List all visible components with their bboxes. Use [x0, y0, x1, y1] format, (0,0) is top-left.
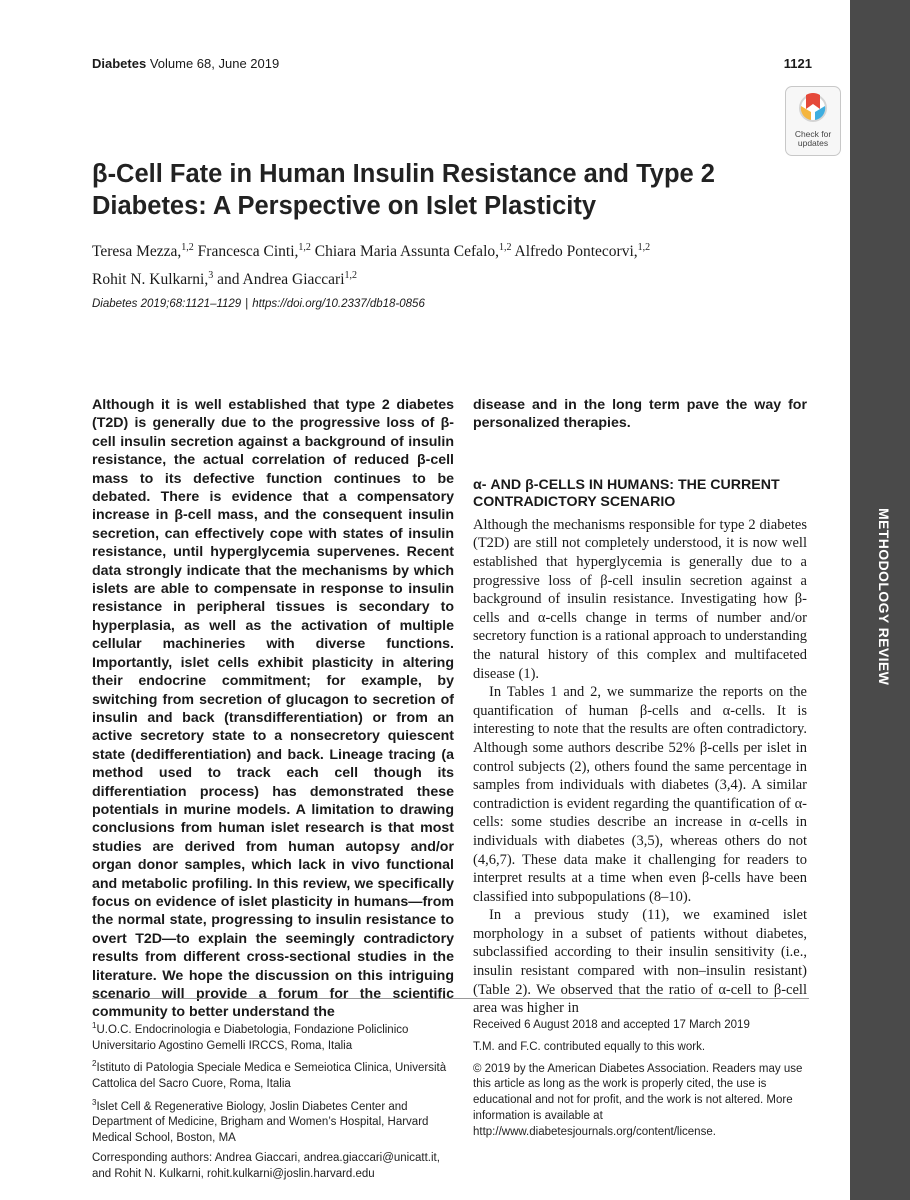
section-heading: α- AND β-CELLS IN HUMANS: THE CURRENT CONTRADICTORY SCENARIO: [473, 476, 780, 510]
check-for-updates-badge[interactable]: [785, 86, 841, 156]
corresponding-authors: Corresponding authors: Andrea Giaccari, andrea.giaccari@unicatt.it, and Rohit N. Kulkarni, rohit.kulkarni@joslin.harvard.edu: [92, 1152, 440, 1180]
badge-line-2: updates: [797, 138, 829, 148]
body-paragraph: Although the mechanisms responsible for type 2 diabetes (T2D) are still not completely understood, it is now well established that hyperglycemia is generally due to a progressive loss of β-cell insulin secretion against a background of insulin resistance. Investigating how β-cells and α-cells change in terms of number and/or secretory function is a rational approach to understanding the natural history of this complex and multifaceted disease (1).: [473, 516, 807, 682]
body-paragraph: In a previous study (11), we examined islet morphology in a subset of patients without diabetes, subclassified according to their insulin sensitivity (i.e., insulin resistant compared with non–insulin resistant) (Table 2). We observed that the ratio of α-cell to β-cell area was higher in: [473, 907, 807, 1017]
footer-divider: [92, 998, 809, 999]
crossmark-icon: [797, 92, 829, 128]
abstract: Although it is well established that type 2 diabetes (T2D) is generally due to the progressive loss of β-cell insulin secretion against a background of insulin resistance, the actual correlation of reduced β-cell mass to its defective function continues to be debated. There is evidence that a compensatory increase in β-cell mass, and the consequent insulin secretion, can effectively cope with states of insulin resistance, until hyperglycemia supervenes. Recent data strongly indicate that the mechanisms by which islets are able to compensate in response to insulin resistance in peripheral tissues is secondary to hyperplasia, as well as the activation of multiple cellular machineries with diverse functions. Importantly, islet cells exhibit plasticity in altering their endocrine commitment; for example, by switching from secretion of glucagon to secretion of insulin and back (transdifferentiation) or from an active secretory state to a nonsecretory quiescent state (dedifferentiation) and back. Lineage tracing (a method used to track each cell though its differentiation process) has demonstrated these potentials in murine models. A limitation to drawing conclusions from human islet research is that most studies are derived from human autopsy and/or organ donor samples, which lack in vivo functional and metabolic profiling. In this review, we specifically focus on evidence of islet plasticity in humans—from the normal state, progressing to insulin resistance to overt T2D—to explain the seemingly contradictory results from different cross-sectional studies in the literature. We hope the discussion on this intriguing scenario will provide a forum for the scientific community to better understand the: [92, 397, 454, 1021]
journal-reference: Diabetes 2019;68:1121–1129: [92, 298, 242, 310]
author: Rohit N. Kulkarni,$^3$: [92, 270, 214, 289]
journal-name: Diabetes: [92, 56, 147, 71]
author: Teresa Mezza,$^{1,2}$: [92, 242, 194, 261]
body-paragraph: In Tables 1 and 2, we summarize the reports on the quantification of human β-cells and α-cells. It is interesting to note that the results are often contradictory. Although some authors describe 52% β-cells per islet in control subjects (2), others found the same percentage in samples from individuals with diabetes (3,4). A similar contradiction is evident regarding the quantification of α-cells: some studies describe an increase in α-cells in individuals with diabetes (3,5), whereas others do not (4,6,7). These data make it challenging for readers to interpret results at a time when even β-cells have been classified into subpopulations (8–10).: [473, 684, 807, 905]
affiliations: [92, 1018, 457, 1185]
author: and Andrea Giaccari$^{1,2}$: [213, 270, 358, 289]
abstract-continuation: disease and in the long term pave the way for personalized therapies.: [473, 397, 807, 432]
equal-contribution-note: T.M. and F.C. contributed equally to this work.: [473, 1040, 706, 1053]
running-header: [92, 56, 812, 71]
citation-line: [92, 298, 425, 310]
affiliation: $^3$Islet Cell & Regenerative Biology, Joslin Diabetes Center and Department of Medicine, Brigham and Women’s Hospital, Harvard Medical School, Boston, MA: [92, 1097, 429, 1145]
doi-link[interactable]: https://doi.org/10.2337/db18-0856: [252, 298, 425, 310]
methodology-review-label: METHODOLOGY REVIEW: [876, 508, 892, 686]
author: Chiara Maria Assunta Cefalo,$^{1,2}$: [310, 242, 512, 261]
publication-info: [473, 1018, 813, 1147]
affiliation: $^1$U.O.C. Endocrinologia e Diabetologia, Fondazione Policlinico Universitario Agostino Gemelli IRCCS, Roma, Italia: [92, 1021, 409, 1052]
citation-separator: |: [245, 298, 249, 310]
article-title: β-Cell Fate in Human Insulin Resistance and Type 2 Diabetes: A Perspective on Islet Plasticity: [92, 160, 715, 220]
right-column: [473, 396, 807, 1018]
author: Francesca Cinti,$^{1,2}$: [193, 242, 311, 261]
author-list: [92, 236, 792, 292]
received-dates: Received 6 August 2018 and accepted 17 March 2019: [473, 1019, 750, 1031]
affiliation: $^2$Istituto di Patologia Speciale Medica e Semeiotica Clinica, Università Cattolica del Sacro Cuore, Roma, Italia: [92, 1059, 447, 1091]
badge-line-1: Check for: [794, 129, 832, 139]
author-line-1: [92, 236, 792, 264]
journal-issue: Volume 68, June 2019: [149, 56, 280, 71]
page-number: 1121: [783, 56, 812, 71]
author-line-2: [92, 264, 792, 292]
author: Alfredo Pontecorvi,$^{1,2}$: [511, 242, 651, 261]
copyright-notice: © 2019 by the American Diabetes Association. Readers may use this article as long as the work is properly cited, the use is educational and not for profit, and the work is not altered. More information is available at http://www.diabetesjournals.org/content/license.: [473, 1062, 803, 1138]
